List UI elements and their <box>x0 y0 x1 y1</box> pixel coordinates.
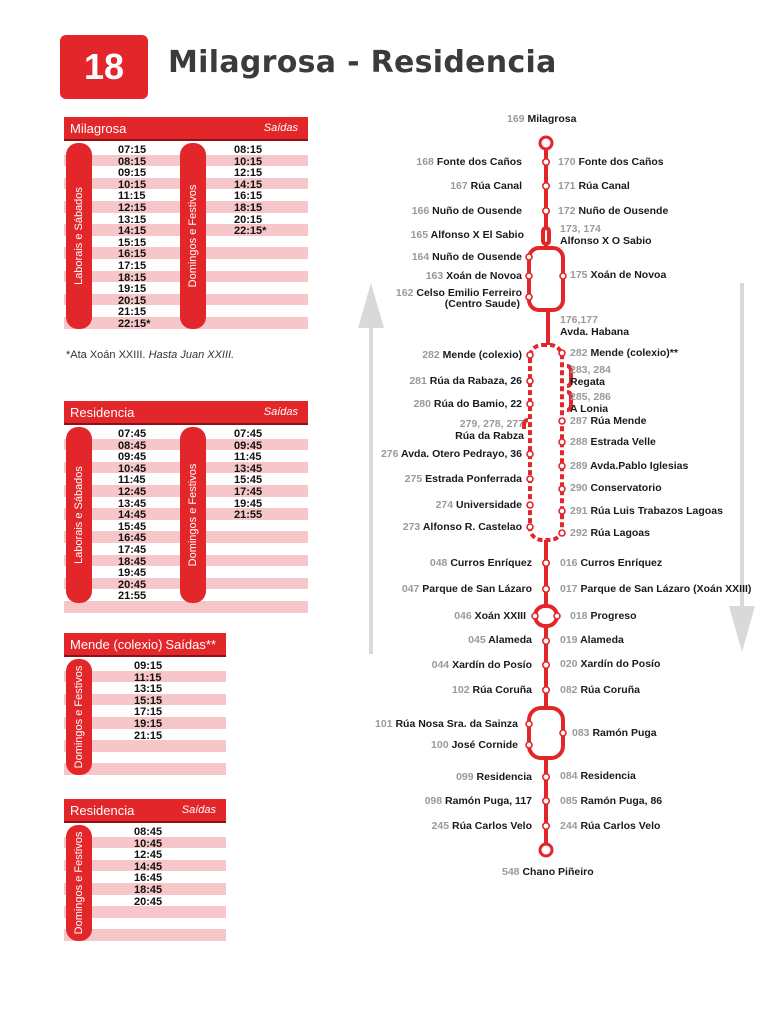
timetable-origin: Mende (colexio) <box>70 636 163 652</box>
stop-number: 276 <box>380 448 399 460</box>
stop-name: Rúa Coruña <box>580 684 640 696</box>
footnote-gl: *Ata Xoán XXIII. <box>66 349 146 361</box>
departure-time: 13:45 <box>234 462 263 475</box>
departure-time: 19:45 <box>118 567 147 580</box>
stop-number: 098 <box>424 795 443 807</box>
stop-label-inbound <box>570 610 637 622</box>
stop-name: A Lonia <box>570 403 609 415</box>
departure-time: 10:45 <box>134 837 163 850</box>
timetable-label: Saídas <box>181 804 216 816</box>
stop-name: Alameda <box>488 634 532 646</box>
stop-name: Nuño de Ousende <box>432 205 522 217</box>
stop-label-outbound <box>375 718 518 730</box>
stop-number: 282 <box>570 347 588 359</box>
stop-label-inbound <box>560 684 640 696</box>
departure-time: 14:15 <box>118 225 147 238</box>
stop-label-outbound <box>425 795 532 807</box>
departure-time: 20:45 <box>134 895 163 908</box>
stop-number: 100 <box>431 739 449 751</box>
departure-time: 12:15 <box>234 167 263 180</box>
stop-name: Rúa do Bamio, 22 <box>433 398 522 410</box>
stop-name: Rúa Canal <box>470 180 522 192</box>
stop-number: 287 <box>570 415 588 427</box>
stop-number: 279, 278, 277 <box>459 418 524 430</box>
stop-name: Curros Enríquez <box>580 557 663 569</box>
stop-label-outbound <box>455 418 524 442</box>
stop-label-inbound <box>560 557 662 569</box>
stop-name: Celso Emilio Ferreiro <box>416 287 522 299</box>
stop-number: 085 <box>560 795 578 807</box>
departure-time: 10:45 <box>118 462 147 475</box>
stop-name: Rúa Luis Trabazos Lagoas <box>590 505 723 517</box>
stop-name: Rúa da Rabza <box>455 430 524 442</box>
stop-label-outbound <box>405 473 522 485</box>
departure-time: 09:15 <box>134 660 163 672</box>
departure-time: 08:45 <box>118 439 147 452</box>
stop-name: Chano Piñeiro <box>522 866 594 878</box>
stop-label-outbound <box>403 521 522 533</box>
departure-time: 17:45 <box>118 543 147 556</box>
departure-time: 14:45 <box>134 860 163 873</box>
day-type-label: Domingos e Festivos <box>73 831 85 935</box>
stop-label-inbound <box>570 482 662 494</box>
departure-time: 08:15 <box>234 144 263 156</box>
stop-label-outbound <box>413 398 522 410</box>
stop-number: 044 <box>431 659 450 671</box>
stop-number: 280 <box>413 398 431 410</box>
departure-time: 17:45 <box>234 485 263 498</box>
departure-time: 15:45 <box>234 474 263 487</box>
stop-label-outbound <box>416 156 522 168</box>
stop-name: Rúa Carlos Velo <box>452 820 532 832</box>
stop-name: Avda. Otero Pedrayo, 36 <box>401 448 522 460</box>
stop-name: Ramón Puga, 117 <box>445 795 532 807</box>
stop-label-inbound <box>570 269 666 281</box>
departure-time: 16:45 <box>134 872 163 885</box>
departure-time: 22:15* <box>234 225 267 238</box>
stop-number: 020 <box>560 658 578 670</box>
departure-time: 11:45 <box>118 474 146 487</box>
stop-name: Rúa Mende <box>590 415 647 427</box>
stop-name: Rúa Carlos Velo <box>580 820 661 832</box>
stop-label-inbound <box>560 658 660 670</box>
stop-name: Rúa Canal <box>578 180 630 192</box>
departure-time: 18:45 <box>134 883 163 896</box>
stop-name: Fonte dos Caños <box>578 156 664 168</box>
departure-time: 08:45 <box>134 826 163 838</box>
stop-name: Estrada Velle <box>590 436 656 448</box>
departure-time: 20:15 <box>118 294 147 307</box>
stop-name: Rúa Nosa Sra. da Sainza <box>395 718 518 730</box>
departure-time: 21:15 <box>118 306 147 319</box>
departure-time: 20:45 <box>118 578 147 591</box>
departure-time: 12:15 <box>118 201 147 214</box>
departure-time: 16:45 <box>118 532 147 545</box>
stop-number: 046 <box>454 610 472 622</box>
stop-number: 082 <box>560 684 578 696</box>
stop-number: 162 <box>395 287 414 299</box>
departure-time: 19:15 <box>134 717 163 730</box>
stop-label-outbound <box>422 349 522 361</box>
stop-start <box>507 113 576 125</box>
direction-arrow-up <box>358 283 384 654</box>
stop-name: Ramón Puga <box>592 727 657 739</box>
stop-number: 018 <box>570 610 588 622</box>
stop-label-inbound <box>560 583 751 595</box>
departure-time: 09:15 <box>118 167 147 180</box>
stop-number: 548 <box>502 866 520 878</box>
stop-number: 019 <box>560 634 578 646</box>
stop-label-outbound <box>468 634 532 646</box>
stop-end <box>502 866 594 878</box>
stop-label-inbound <box>558 205 668 217</box>
stop-label-inbound <box>560 795 662 807</box>
stop-label-outbound <box>454 610 526 622</box>
stop-number: 283, 284 <box>570 364 611 376</box>
stop-label-outbound <box>402 583 532 595</box>
departure-time: 18:15 <box>118 271 147 284</box>
stop-label-inbound <box>570 364 611 388</box>
stop-label-inbound <box>560 223 652 247</box>
stop-name: Parque de San Lázaro (Xoán XXIII) <box>580 583 752 595</box>
stop-name: Conservatorio <box>590 482 662 494</box>
timetable-label: Saídas <box>263 406 298 418</box>
stop-name: Universidade <box>456 499 522 511</box>
departure-time: 18:45 <box>118 555 147 568</box>
departure-time: 10:15 <box>234 155 263 168</box>
route-title: Milagrosa - Residencia <box>168 45 557 80</box>
stop-name: Curros Enríquez <box>450 557 532 569</box>
stop-name: Alfonso X El Sabio <box>430 229 524 241</box>
stop-label-outbound <box>432 820 532 832</box>
stop-name: Estrada Ponferrada <box>425 473 522 485</box>
departure-time: 11:15 <box>118 190 146 203</box>
stop-label-inbound <box>572 727 657 739</box>
stop-number: 170 <box>558 156 576 168</box>
stop-number: 292 <box>570 527 588 539</box>
stop-number: 171 <box>558 180 576 192</box>
departure-time: 21:15 <box>134 729 163 742</box>
departure-time: 17:15 <box>134 706 163 719</box>
stop-number: 175 <box>570 269 588 281</box>
departure-time: 15:15 <box>134 694 163 707</box>
stop-number: 048 <box>429 557 448 569</box>
stop-name: Fonte dos Caños <box>436 156 522 168</box>
departure-time: 12:45 <box>134 849 163 862</box>
stop-label-outbound <box>411 229 524 241</box>
stop-name: Progreso <box>590 610 637 622</box>
departure-time: 15:15 <box>118 236 147 249</box>
stop-number: 291 <box>570 505 588 517</box>
departure-time: 09:45 <box>118 451 147 464</box>
stop-name: Milagrosa <box>527 113 577 125</box>
stop-name: Xoán XXIII <box>474 610 526 622</box>
stop-label-inbound <box>560 634 624 646</box>
timetable-label: Saídas <box>263 122 298 134</box>
stop-label-outbound <box>412 205 522 217</box>
stop-number: 045 <box>468 634 486 646</box>
stop-name: Rúa Coruña <box>472 684 532 696</box>
departure-time: 22:15* <box>118 317 151 330</box>
stop-number: 101 <box>375 718 393 730</box>
timetable-origin: Milagrosa <box>70 120 127 136</box>
stop-label-outbound <box>456 771 532 783</box>
stop-label-inbound <box>570 436 656 448</box>
departure-time: 17:15 <box>118 259 147 272</box>
stop-number: 016 <box>560 557 578 569</box>
stop-number: 166 <box>411 205 430 217</box>
stop-number: 017 <box>560 583 578 595</box>
stop-number: 084 <box>560 770 578 782</box>
departure-time: 09:45 <box>234 439 263 452</box>
stop-extra-line: (Centro Saude) <box>444 298 520 310</box>
departure-time: 08:15 <box>118 155 147 168</box>
departure-time: 15:45 <box>118 520 147 533</box>
stop-number: 172 <box>558 205 576 217</box>
stop-label-inbound <box>560 820 660 832</box>
end-terminal-icon <box>540 844 552 856</box>
stop-label-outbound <box>409 375 522 387</box>
departure-time: 13:45 <box>118 497 147 510</box>
stop-label-inbound <box>570 505 723 517</box>
stop-label-inbound <box>570 391 611 415</box>
stop-name: Nuño de Ousende <box>578 205 669 217</box>
stop-number: 164 <box>411 251 430 263</box>
stop-name: Mende (colexio) <box>442 349 522 361</box>
stop-number: 290 <box>570 482 588 494</box>
stop-name: Alfonso X O Sabio <box>560 235 652 247</box>
departure-time: 21:55 <box>118 590 147 603</box>
stop-number: 102 <box>452 684 470 696</box>
stop-label-inbound <box>558 180 630 192</box>
day-type-label: Laborais e Sábados <box>73 187 85 285</box>
departure-time: 19:15 <box>118 283 147 296</box>
stop-name: Residencia <box>580 770 636 782</box>
departure-time: 11:45 <box>234 451 262 464</box>
route-number: 18 <box>83 46 125 87</box>
stop-number: 282 <box>422 349 440 361</box>
stop-label-outbound <box>431 739 518 751</box>
departure-time: 16:15 <box>118 248 147 261</box>
stop-name: Avda.Pablo Iglesias <box>590 460 689 472</box>
stop-name: Parque de San Lázaro <box>422 583 532 595</box>
timetable-origin: Residencia <box>70 404 135 420</box>
departure-time: 20:15 <box>234 213 263 226</box>
departure-time: 10:15 <box>118 178 147 191</box>
stop-label-outbound <box>450 180 522 192</box>
stop-number: 275 <box>404 473 423 485</box>
day-type-label: Laborais e Sábados <box>73 466 85 564</box>
stop-name: Rúa Lagoas <box>590 527 650 539</box>
departure-time: 13:15 <box>134 683 163 696</box>
stop-label-outbound <box>432 659 532 671</box>
stop-name: Nuño de Ousende <box>432 251 522 263</box>
stop-label-outbound <box>412 251 522 263</box>
day-type-label: Domingos e Festivos <box>187 184 199 288</box>
stop-name: Xardín do Posío <box>580 658 661 670</box>
departure-time: 13:15 <box>118 213 147 226</box>
departure-time: 11:15 <box>134 671 162 684</box>
departure-time: 18:15 <box>234 201 263 214</box>
stop-label-outbound <box>452 684 532 696</box>
stop-label-inbound <box>560 770 636 782</box>
departure-time: 16:15 <box>234 190 263 203</box>
departure-time: 07:15 <box>118 144 147 156</box>
stop-name: Ramón Puga, 86 <box>580 795 663 807</box>
stop-number: 167 <box>450 180 468 192</box>
stop-number: 273 <box>402 521 421 533</box>
stop-label-outbound <box>426 270 522 282</box>
stop-number: 289 <box>570 460 588 472</box>
stop-number: 083 <box>572 727 590 739</box>
day-type-label: Domingos e Festivos <box>73 665 85 769</box>
departure-time: 07:45 <box>234 428 263 440</box>
stop-number: 099 <box>456 771 474 783</box>
stop-label-inbound <box>570 347 678 359</box>
direction-arrow-down <box>729 283 755 652</box>
timetable-origin: Residencia <box>70 802 135 818</box>
departure-time: 14:15 <box>234 178 263 191</box>
departure-time: 21:55 <box>234 509 263 522</box>
stop-name: Alameda <box>580 634 624 646</box>
stop-number: 176,177 <box>560 314 598 326</box>
stop-label-inbound <box>558 156 664 168</box>
stop-name: Regata <box>570 376 606 388</box>
stop-label-inbound <box>570 527 650 539</box>
stop-number: 173, 174 <box>560 223 601 235</box>
stop-name: Xardín do Posío <box>452 659 532 671</box>
start-terminal-icon <box>540 137 552 149</box>
stop-number: 281 <box>409 375 427 387</box>
stop-label-inbound <box>570 460 688 472</box>
stop-name: Residencia <box>476 771 532 783</box>
stop-name: Avda. Habana <box>560 326 630 338</box>
stop-name: Mende (colexio)** <box>590 347 678 359</box>
stop-label-outbound <box>436 499 522 511</box>
stop-label-inbound <box>560 314 629 338</box>
stop-number: 163 <box>425 270 444 282</box>
stop-number: 168 <box>416 156 434 168</box>
stop-number: 165 <box>410 229 429 241</box>
stop-number: 274 <box>435 499 454 511</box>
stop-label-outbound <box>430 557 532 569</box>
departure-time: 19:45 <box>234 497 263 510</box>
stop-name: Xoán de Novoa <box>590 269 667 281</box>
departure-time: 14:45 <box>118 509 147 522</box>
stop-name: Xoán de Novoa <box>446 270 522 282</box>
stop-number: 288 <box>570 436 588 448</box>
departure-time: 07:45 <box>118 428 147 440</box>
stop-number: 245 <box>431 820 450 832</box>
stop-name: Rúa da Rabaza, 26 <box>429 375 522 387</box>
day-type-label: Domingos e Festivos <box>187 463 199 567</box>
stop-number: 169 <box>507 113 525 125</box>
stop-label-outbound <box>381 448 522 460</box>
departure-time: 12:45 <box>118 485 147 498</box>
stop-name: José Cornide <box>451 739 518 751</box>
stop-number: 244 <box>560 820 578 832</box>
stop-number: 047 <box>401 583 420 595</box>
stop-number: 285, 286 <box>570 391 611 403</box>
timetable-label: Saídas** <box>165 636 216 652</box>
stop-label-inbound <box>570 415 646 427</box>
footnote-es: Hasta Juan XXIII. <box>148 349 235 361</box>
stop-name: Alfonso R. Castelao <box>422 521 522 533</box>
